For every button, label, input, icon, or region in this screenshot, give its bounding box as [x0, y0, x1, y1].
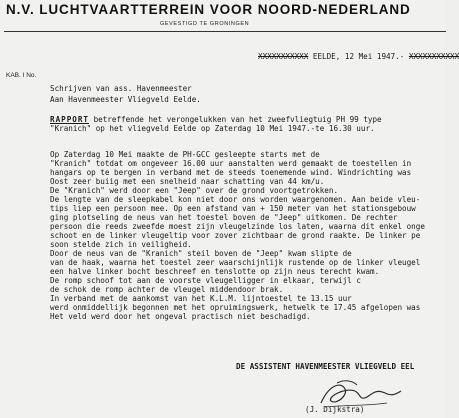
body-line: Oost zeer buiig met een snelheid naar schatting van 44 km/u.	[50, 177, 325, 186]
body-line: Het veld werd door het ongeval practisch niet beschadigd.	[50, 312, 311, 321]
body-line: In verband met de aankomst van het K.L.M. lijntoestel te 13.15 uur	[50, 294, 352, 303]
body-line: werd onmiddellijk begonnen met het opruimingswerk, hetwelk te 17.45 afgelopen was	[50, 303, 421, 312]
letterhead-subtitle: GEVESTIGD TE GRONINGEN	[160, 21, 250, 27]
body-line: een halve linker bocht beschreef en tenslotte op zijn neus terecht kwam.	[50, 267, 380, 276]
body-line: De romp schoof tot aan de voorste vleugelligger in elkaar, terwijl c	[50, 276, 361, 285]
body-line: persoon die reeds zweefde moest zijn vleugelzinde los laten, waarna dit enkel onge	[50, 222, 425, 231]
subject-text: betreffende het verongelukken van het zweefvliegtuig PH 99 type	[89, 115, 382, 124]
body-line: Door de neus van de "Kranich" steil boven de "Jeep" kwam slipte de	[50, 249, 352, 258]
dateline	[258, 52, 459, 61]
dateline-struck-tail: XXXXXXXXXXX	[408, 52, 459, 61]
dateline-text: EELDE, 12 Mei 1947.-	[312, 52, 405, 61]
addressee-line-2: Aan Havenmeester Vliegveld Eelde.	[50, 95, 201, 104]
subject-line-1	[50, 115, 382, 124]
signatory-name: (J. Dijkstra)	[305, 405, 365, 414]
reference-label: KAB. I No.	[6, 72, 37, 79]
body-line: soon stelde zich in veiligheid.	[50, 240, 192, 249]
report-body	[50, 150, 425, 321]
addressee-line-1: Schrijven van ass. Havenmeester	[50, 84, 192, 93]
body-line: tips liep een persoon mee. Op een afstand van + 150 meter van het stationsgebouw	[50, 204, 416, 213]
letterhead-divider	[4, 31, 446, 32]
body-line: "Kranich" totdat om ongeveer 16.00 uur aanstalten werd gemaakt de toestellen in	[50, 159, 412, 168]
body-line: de schok de romp achter de vleugel middendoor brak.	[50, 285, 284, 294]
body-line: De "Kranich" werd door een "Jeep" over de grond voortgetrokken.	[50, 186, 339, 195]
subject-label: RAPPORT	[50, 115, 90, 124]
body-line: hangars op te bergen in verband met de steeds toenemende wind. Windrichting was	[50, 168, 412, 177]
body-line: ging plotseling de neus van het toestel boven de "Jeep" uitkomen. De rechter	[50, 213, 398, 222]
subject-line-2: "Kranich" op het vliegveld Eelde op Zaterdag 10 Mei 1947.-te 16.30 uur.	[50, 124, 375, 133]
body-line: Op Zaterdag 10 Mei maakte de PH-GCC gesleepte starts met de	[50, 150, 320, 159]
signoff-title: DE ASSISTENT HAVENMEESTER VLIEGVELD EEL	[236, 362, 415, 371]
dateline-struck-text: XXXXXXXXXXX	[258, 52, 309, 61]
letterhead-title: N.V. LUCHTVAARTTERREIN VOOR NOORD-NEDERLAND	[6, 2, 411, 17]
body-line: De lengte van de sleepkabel kon niet door ons worden waargenomen. Aan beide vleu-	[50, 195, 421, 204]
body-line: van de haak, waarna het toestel zeer waarschijnlijk rustende op de linker vleugel	[50, 258, 421, 267]
body-line: schoot en de linker vleugeltip voor zover zichtbaar de grond raakte. De linker pe	[50, 231, 421, 240]
